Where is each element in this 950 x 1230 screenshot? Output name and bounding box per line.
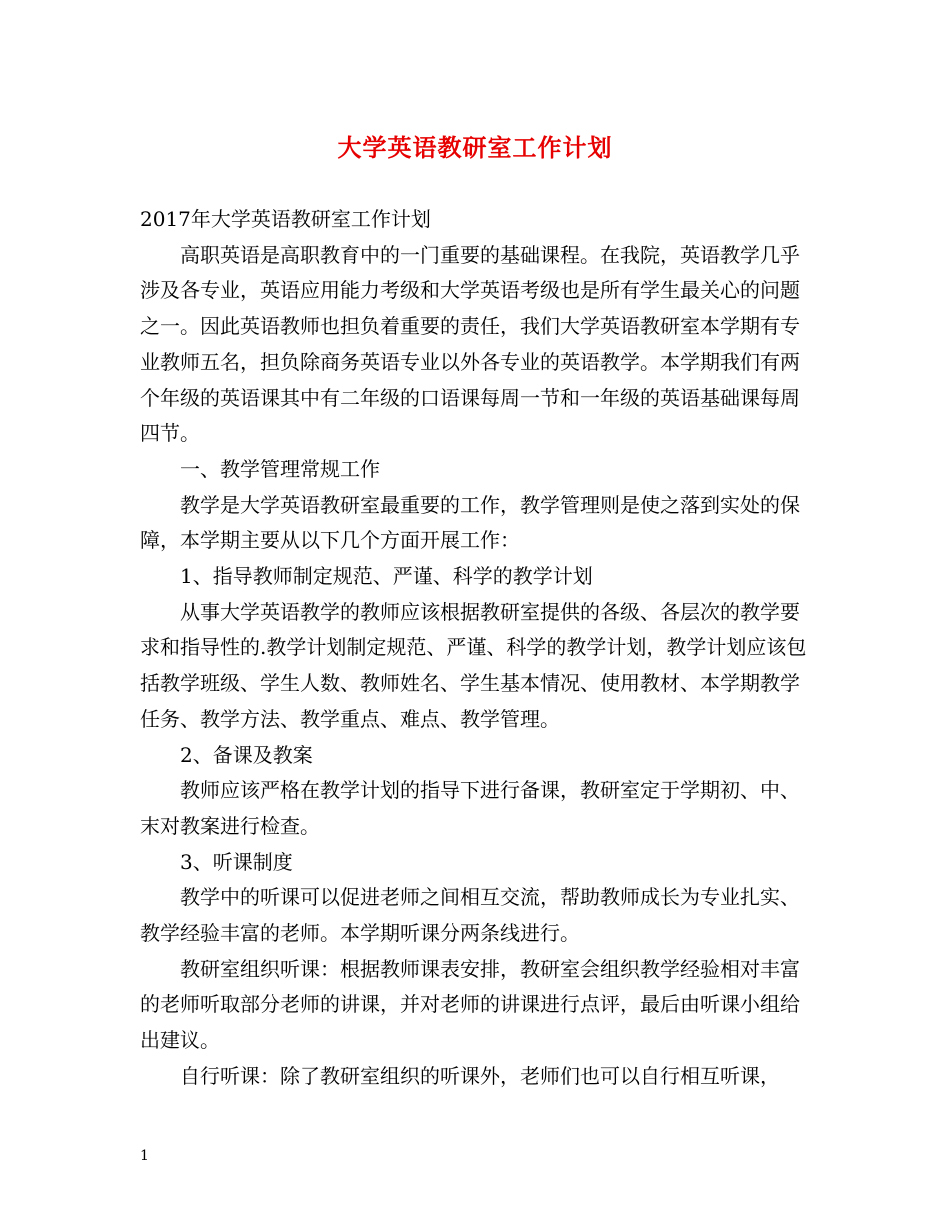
subheading-2: 2、备课及教案 xyxy=(180,742,313,767)
paragraph-organized-observation: 教研室组织听课：根据教师课表安排，教研室会组织教学经验相对丰富的老师听取部分老师的讲课，并对老师的讲课进行点评，最后由听课小组给出建议。 xyxy=(140,956,800,1053)
subheading-1: 1、指导教师制定规范、严谨、科学的教学计划 xyxy=(180,564,593,589)
subheading-3: 3、听课制度 xyxy=(180,849,293,874)
page-title: 大学英语教研室工作计划 xyxy=(337,133,613,162)
paragraph-self-observation: 自行听课：除了教研室组织的听课外，老师们也可以自行相互听课， xyxy=(180,1063,780,1088)
paragraph-teaching-management: 教学是大学英语教研室最重要的工作，教学管理则是使之落到实处的保障，本学期主要从以下几个方面开展工作： xyxy=(140,492,800,553)
paragraph-teaching-plan: 从事大学英语教学的教师应该根据教研室提供的各级、各层次的教学要求和指导性的.教学计划制定规范、严谨、科学的教学计划，教学计划应该包括教学班级、学生人数、教师姓名、学生基本情况、使用教材、本学期教学任务、教学方法、教学重点、难点、教学管理。 xyxy=(140,599,807,731)
section-heading-1: 一、教学管理常规工作 xyxy=(180,456,380,481)
paragraph-observation: 教学中的听课可以促进老师之间相互交流，帮助教师成长为专业扎实、教学经验丰富的老师。本学期听课分两条线进行。 xyxy=(140,885,800,946)
paragraph-intro: 高职英语是高职教育中的一门重要的基础课程。在我院，英语教学几乎涉及各专业，英语应用能力考级和大学英语考级也是所有学生最关心的问题之一。因此英语教师也担负着重要的责任，我们大学英语教研室本学期有专业教师五名，担负除商务英语专业以外各专业的英语教学。本学期我们有两个年级的英语课其中有二年级的口语课每周一节和一年级的英语基础课每周四节。 xyxy=(140,242,800,446)
page-number: 1 xyxy=(140,1148,149,1164)
paragraph-lesson-prep: 教师应该严格在教学计划的指导下进行备课，教研室定于学期初、中、末对教案进行检查。 xyxy=(140,778,800,838)
doc-subtitle: 2017年大学英语教研室工作计划 xyxy=(140,207,431,231)
document-body xyxy=(140,202,816,1095)
